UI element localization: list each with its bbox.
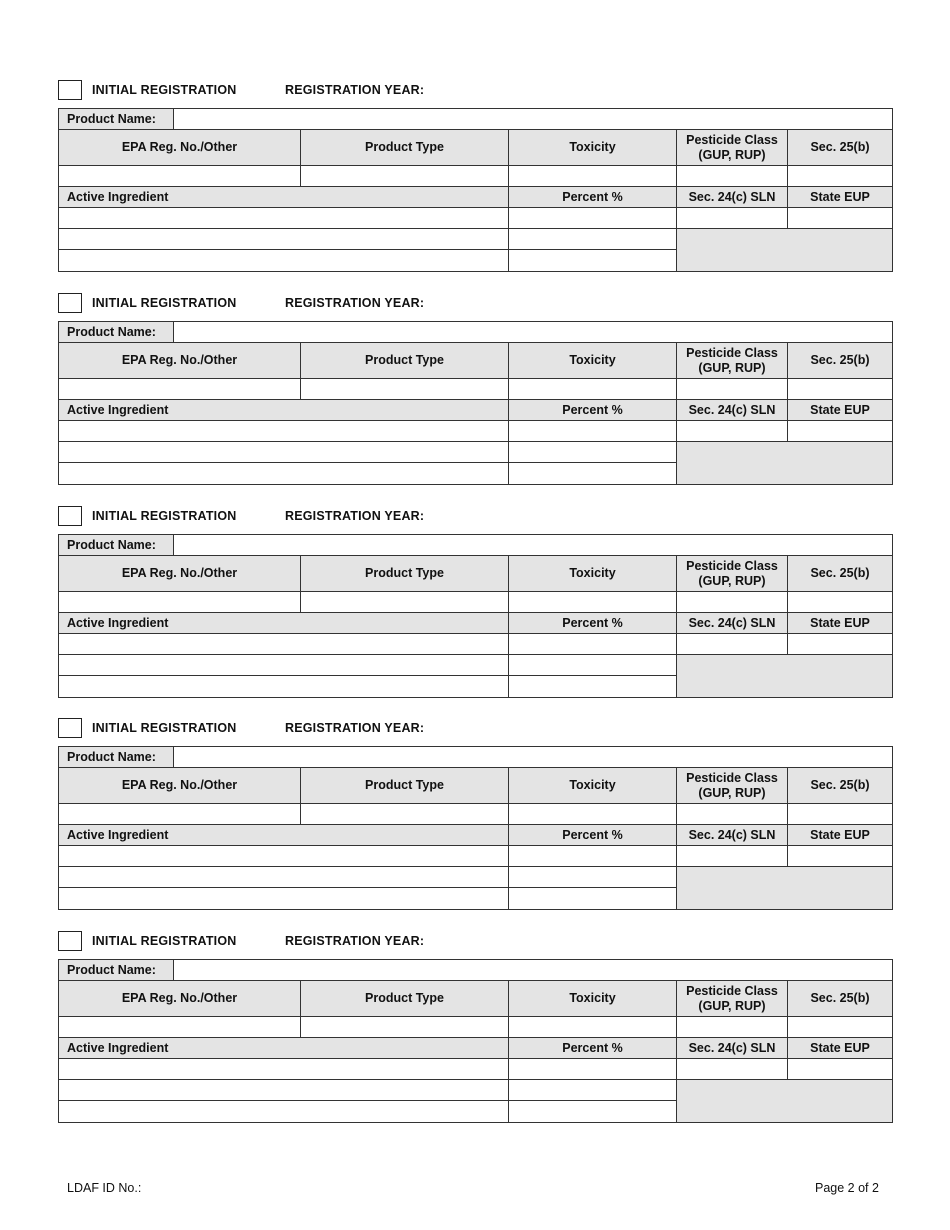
pesticide-class-header-text [686,771,778,800]
epa-reg-header-text: EPA Reg. No./Other [121,778,238,793]
shaded-area [676,654,893,698]
epa-reg-header [58,767,301,804]
registration-year-label: REGISTRATION YEAR: [285,296,425,310]
registration-table [58,534,892,698]
product-name-label-text: Product Name: [67,962,156,977]
state-eup-field[interactable] [787,1058,893,1080]
toxicity-header-text: Toxicity [569,778,616,793]
active-ingredient-field[interactable] [58,1058,509,1080]
label-line-2: (GUP, RUP) [698,785,766,800]
sec-25b-header [787,980,893,1017]
product-type-header [300,129,509,166]
state-eup-header-text: State EUP [810,1040,870,1055]
percent-field[interactable] [508,207,677,229]
active-ingredient-field[interactable] [58,228,509,250]
active-ingredient-header [58,612,509,634]
sec-24c-header-text: Sec. 24(c) SLN [688,615,776,630]
state-eup-field[interactable] [787,207,893,229]
epa-reg-field[interactable] [58,1016,301,1038]
percent-field[interactable] [508,420,677,442]
percent-field[interactable] [508,462,677,485]
label-line-1: Pesticide Class [686,984,778,999]
registration-header [58,506,892,530]
sec-25b-header [787,767,893,804]
label-line-2: (GUP, RUP) [698,147,766,162]
toxicity-header-text: Toxicity [569,566,616,581]
percent-header-text: Percent % [562,189,623,204]
pesticide-class-header-text [686,984,778,1013]
pesticide-class-header [676,129,788,166]
percent-header [508,824,677,846]
toxicity-header-text: Toxicity [569,991,616,1006]
initial-registration-checkbox[interactable] [58,931,82,951]
product-type-header [300,342,509,379]
registration-table [58,321,892,485]
sec-25b-header-text: Sec. 25(b) [810,140,870,155]
product-type-header [300,767,509,804]
active-ingredient-field[interactable] [58,866,509,888]
active-ingredient-header [58,186,509,208]
state-eup-header [787,1037,893,1059]
shaded-area [676,441,893,485]
pesticide-class-field[interactable] [676,165,788,187]
percent-header [508,186,677,208]
percent-field[interactable] [508,1100,677,1123]
percent-field[interactable] [508,845,677,867]
product-name-label [58,321,174,343]
active-ingredient-field[interactable] [58,420,509,442]
active-ingredient-header-text: Active Ingredient [67,615,169,630]
state-eup-header-text: State EUP [810,827,870,842]
product-type-header [300,555,509,592]
product-type-field[interactable] [300,378,509,400]
pesticide-class-header-text [686,133,778,162]
toxicity-header-text: Toxicity [569,353,616,368]
label-line-2: (GUP, RUP) [698,360,766,375]
percent-field[interactable] [508,1058,677,1080]
pesticide-class-field[interactable] [676,1016,788,1038]
registration-header [58,931,892,955]
active-ingredient-header-text: Active Ingredient [67,402,169,417]
product-name-field[interactable] [173,746,893,768]
toxicity-header [508,342,677,379]
toxicity-field[interactable] [508,378,677,400]
active-ingredient-field[interactable] [58,654,509,676]
sec-24c-field[interactable] [676,420,788,442]
state-eup-header-text: State EUP [810,615,870,630]
state-eup-header [787,399,893,421]
sec-25b-header [787,342,893,379]
product-name-field[interactable] [173,534,893,556]
percent-field[interactable] [508,249,677,272]
registration-header [58,718,892,742]
state-eup-header-text: State EUP [810,189,870,204]
pesticide-class-field[interactable] [676,803,788,825]
state-eup-header [787,612,893,634]
state-eup-header-text: State EUP [810,402,870,417]
toxicity-header [508,767,677,804]
product-name-field[interactable] [173,108,893,130]
epa-reg-field[interactable] [58,165,301,187]
product-type-header-text: Product Type [365,566,444,581]
percent-field[interactable] [508,228,677,250]
epa-reg-header [58,129,301,166]
product-name-label [58,746,174,768]
active-ingredient-field[interactable] [58,845,509,867]
percent-header-text: Percent % [562,827,623,842]
initial-registration-label: INITIAL REGISTRATION [92,83,237,97]
percent-header [508,612,677,634]
percent-field[interactable] [508,633,677,655]
sec-24c-header [676,186,788,208]
epa-reg-header-text: EPA Reg. No./Other [121,353,238,368]
pesticide-class-header-text [686,559,778,588]
product-type-field[interactable] [300,165,509,187]
sec-24c-header-text: Sec. 24(c) SLN [688,189,776,204]
initial-registration-label: INITIAL REGISTRATION [92,934,237,948]
active-ingredient-field[interactable] [58,1100,509,1123]
epa-reg-header-text: EPA Reg. No./Other [121,991,238,1006]
sec-25b-field[interactable] [787,378,893,400]
product-name-label-text: Product Name: [67,111,156,126]
registration-table [58,746,892,910]
product-name-label [58,108,174,130]
product-type-header-text: Product Type [365,353,444,368]
active-ingredient-field[interactable] [58,462,509,485]
epa-reg-header [58,980,301,1017]
shaded-area [676,1079,893,1123]
percent-field[interactable] [508,887,677,910]
percent-field[interactable] [508,1079,677,1101]
pesticide-class-header [676,555,788,592]
initial-registration-label: INITIAL REGISTRATION [92,721,237,735]
state-eup-header [787,186,893,208]
registration-block [58,80,892,204]
toxicity-header-text: Toxicity [569,140,616,155]
epa-reg-field[interactable] [58,803,301,825]
product-name-field[interactable] [173,321,893,343]
product-type-header-text: Product Type [365,778,444,793]
label-line-1: Pesticide Class [686,771,778,786]
ldaf-id-label: LDAF ID No.: [67,1181,142,1195]
pesticide-class-header [676,980,788,1017]
sec-25b-header-text: Sec. 25(b) [810,566,870,581]
initial-registration-checkbox[interactable] [58,293,82,313]
sec-24c-header [676,399,788,421]
label-line-1: Pesticide Class [686,133,778,148]
pesticide-class-header-text [686,346,778,375]
page-number: Page 2 of 2 [815,1181,879,1195]
sec-24c-header [676,824,788,846]
product-name-field[interactable] [173,959,893,981]
sec-25b-header-text: Sec. 25(b) [810,353,870,368]
sec-25b-header-text: Sec. 25(b) [810,991,870,1006]
initial-registration-label: INITIAL REGISTRATION [92,509,237,523]
sec-24c-field[interactable] [676,1058,788,1080]
sec-25b-field[interactable] [787,803,893,825]
label-line-2: (GUP, RUP) [698,573,766,588]
percent-header [508,399,677,421]
registration-block [58,931,892,1055]
percent-header-text: Percent % [562,1040,623,1055]
sec-25b-field[interactable] [787,165,893,187]
product-type-field[interactable] [300,803,509,825]
label-line-1: Pesticide Class [686,346,778,361]
state-eup-header [787,824,893,846]
toxicity-field[interactable] [508,1016,677,1038]
toxicity-header [508,555,677,592]
toxicity-field[interactable] [508,803,677,825]
epa-reg-header-text: EPA Reg. No./Other [121,140,238,155]
sec-24c-header-text: Sec. 24(c) SLN [688,827,776,842]
product-type-field[interactable] [300,591,509,613]
sec-24c-header-text: Sec. 24(c) SLN [688,1040,776,1055]
percent-field[interactable] [508,675,677,698]
initial-registration-checkbox[interactable] [58,506,82,526]
toxicity-field[interactable] [508,591,677,613]
active-ingredient-header-text: Active Ingredient [67,189,169,204]
sec-24c-header-text: Sec. 24(c) SLN [688,402,776,417]
sec-24c-header [676,612,788,634]
product-type-header-text: Product Type [365,991,444,1006]
product-name-label-text: Product Name: [67,537,156,552]
sec-25b-header [787,129,893,166]
initial-registration-checkbox[interactable] [58,718,82,738]
registration-table [58,959,892,1123]
epa-reg-header [58,342,301,379]
state-eup-field[interactable] [787,420,893,442]
sec-24c-field[interactable] [676,207,788,229]
product-name-label-text: Product Name: [67,324,156,339]
registration-block [58,293,892,417]
product-type-header-text: Product Type [365,140,444,155]
active-ingredient-header-text: Active Ingredient [67,827,169,842]
pesticide-class-field[interactable] [676,378,788,400]
label-line-1: Pesticide Class [686,559,778,574]
sec-25b-header [787,555,893,592]
product-name-label [58,534,174,556]
toxicity-header [508,980,677,1017]
pesticide-class-header [676,767,788,804]
active-ingredient-header [58,824,509,846]
sec-25b-field[interactable] [787,591,893,613]
sec-25b-header-text: Sec. 25(b) [810,778,870,793]
registration-year-label: REGISTRATION YEAR: [285,934,425,948]
active-ingredient-field[interactable] [58,249,509,272]
sec-24c-field[interactable] [676,845,788,867]
initial-registration-checkbox[interactable] [58,80,82,100]
sec-24c-header [676,1037,788,1059]
registration-header [58,293,892,317]
product-type-field[interactable] [300,1016,509,1038]
shaded-area [676,866,893,910]
percent-field[interactable] [508,866,677,888]
active-ingredient-field[interactable] [58,441,509,463]
product-type-header [300,980,509,1017]
label-line-2: (GUP, RUP) [698,998,766,1013]
registration-block [58,718,892,842]
active-ingredient-field[interactable] [58,1079,509,1101]
toxicity-header [508,129,677,166]
registration-header [58,80,892,104]
active-ingredient-field[interactable] [58,633,509,655]
percent-field[interactable] [508,654,677,676]
toxicity-field[interactable] [508,165,677,187]
registration-table [58,108,892,272]
pesticide-class-field[interactable] [676,591,788,613]
sec-25b-field[interactable] [787,1016,893,1038]
state-eup-field[interactable] [787,845,893,867]
percent-header-text: Percent % [562,615,623,630]
active-ingredient-header [58,399,509,421]
initial-registration-label: INITIAL REGISTRATION [92,296,237,310]
sec-24c-field[interactable] [676,633,788,655]
state-eup-field[interactable] [787,633,893,655]
shaded-area [676,228,893,272]
epa-reg-header [58,555,301,592]
registration-year-label: REGISTRATION YEAR: [285,509,425,523]
registration-year-label: REGISTRATION YEAR: [285,83,425,97]
active-ingredient-header [58,1037,509,1059]
product-name-label-text: Product Name: [67,749,156,764]
active-ingredient-field[interactable] [58,675,509,698]
active-ingredient-field[interactable] [58,887,509,910]
active-ingredient-header-text: Active Ingredient [67,1040,169,1055]
percent-header-text: Percent % [562,402,623,417]
registration-block [58,506,892,630]
epa-reg-header-text: EPA Reg. No./Other [121,566,238,581]
epa-reg-field[interactable] [58,378,301,400]
product-name-label [58,959,174,981]
percent-field[interactable] [508,441,677,463]
pesticide-class-header [676,342,788,379]
registration-year-label: REGISTRATION YEAR: [285,721,425,735]
epa-reg-field[interactable] [58,591,301,613]
active-ingredient-field[interactable] [58,207,509,229]
percent-header [508,1037,677,1059]
